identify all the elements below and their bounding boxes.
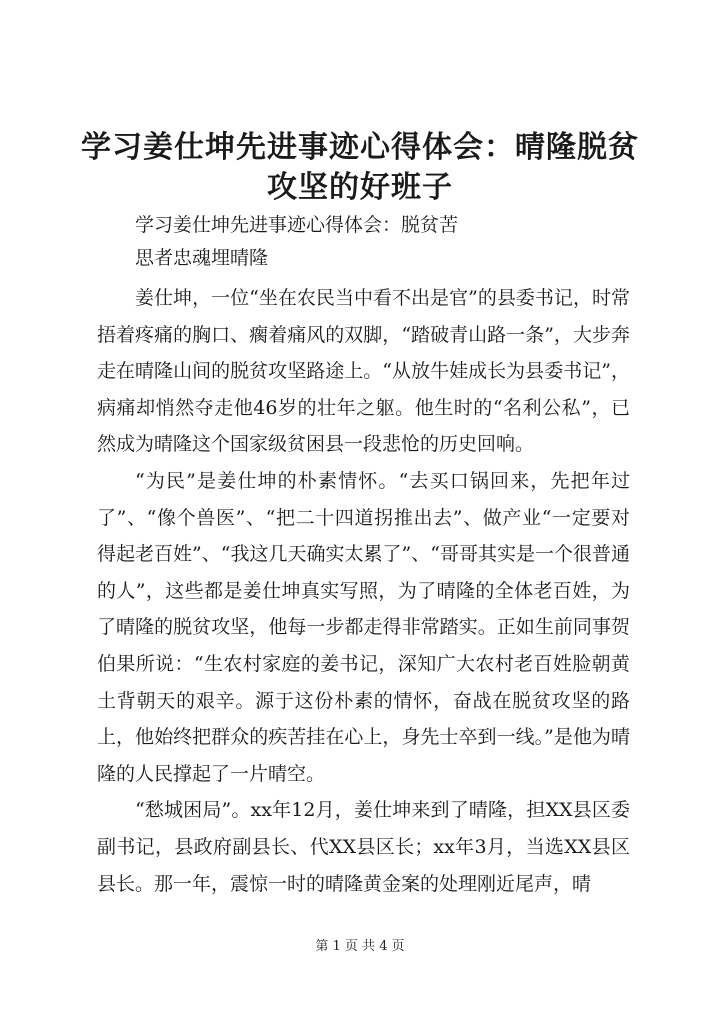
subtitle-line-1: 学习姜仕坤先进事迹心得体会：脱贫苦 bbox=[135, 214, 459, 236]
paragraph: “为民”是姜仕坤的朴素情怀。“去买口锅回来，先把年过了”、“像个兽医”、“把二十四道拐推出去”、做产业“一定要对得起老百姓”、“我这几天确实太累了”、“哥哥其实是一个很普通的人”，这些都是姜仕坤真实写照，为了晴隆的全体老百姓，为了晴隆的脱贫攻坚，他每一步都走得非常踏实。正如生前同事贺伯果所说：“生农村家庭的姜书记，深知广大农村老百姓脸朝黄土背朝天的艰辛。源于这份朴素的情怀，奋战在脱贫攻坚的路上，他始终把群众的疾苦挂在心上，身先士卒到一线。”是他为晴隆的人民撑起了一片晴空。 bbox=[97, 469, 630, 785]
page-footer: 第 1 页 共 4 页 bbox=[315, 939, 405, 954]
subtitle-line-2: 思者忠魂埋晴隆 bbox=[135, 247, 269, 269]
document-body bbox=[97, 280, 630, 902]
paragraph: 姜仕坤，一位“坐在农民当中看不出是官”的县委书记，时常捂着疼痛的胸口、瘸着痛风的双脚，“踏破青山路一条”，大步奔走在晴隆山间的脱贫攻坚路途上。“从放牛娃成长为县委书记”，病痛却悄然夺走他46岁的壮年之躯。他生时的“名利公私”，已然成为晴隆这个国家级贫困县一段悲怆的历史回响。 bbox=[97, 287, 630, 456]
paragraph: “愁城困局”。xx年12月，姜仕坤来到了晴隆，担XX县区委副书记，县政府副县长、代XX县区长；xx年3月，当选XX县区县长。那一年，震惊一时的晴隆黄金案的处理刚近尾声，晴 bbox=[97, 799, 630, 895]
document-title: 学习姜仕坤先进事迹心得体会：晴隆脱贫攻坚的好班子 bbox=[81, 130, 639, 205]
